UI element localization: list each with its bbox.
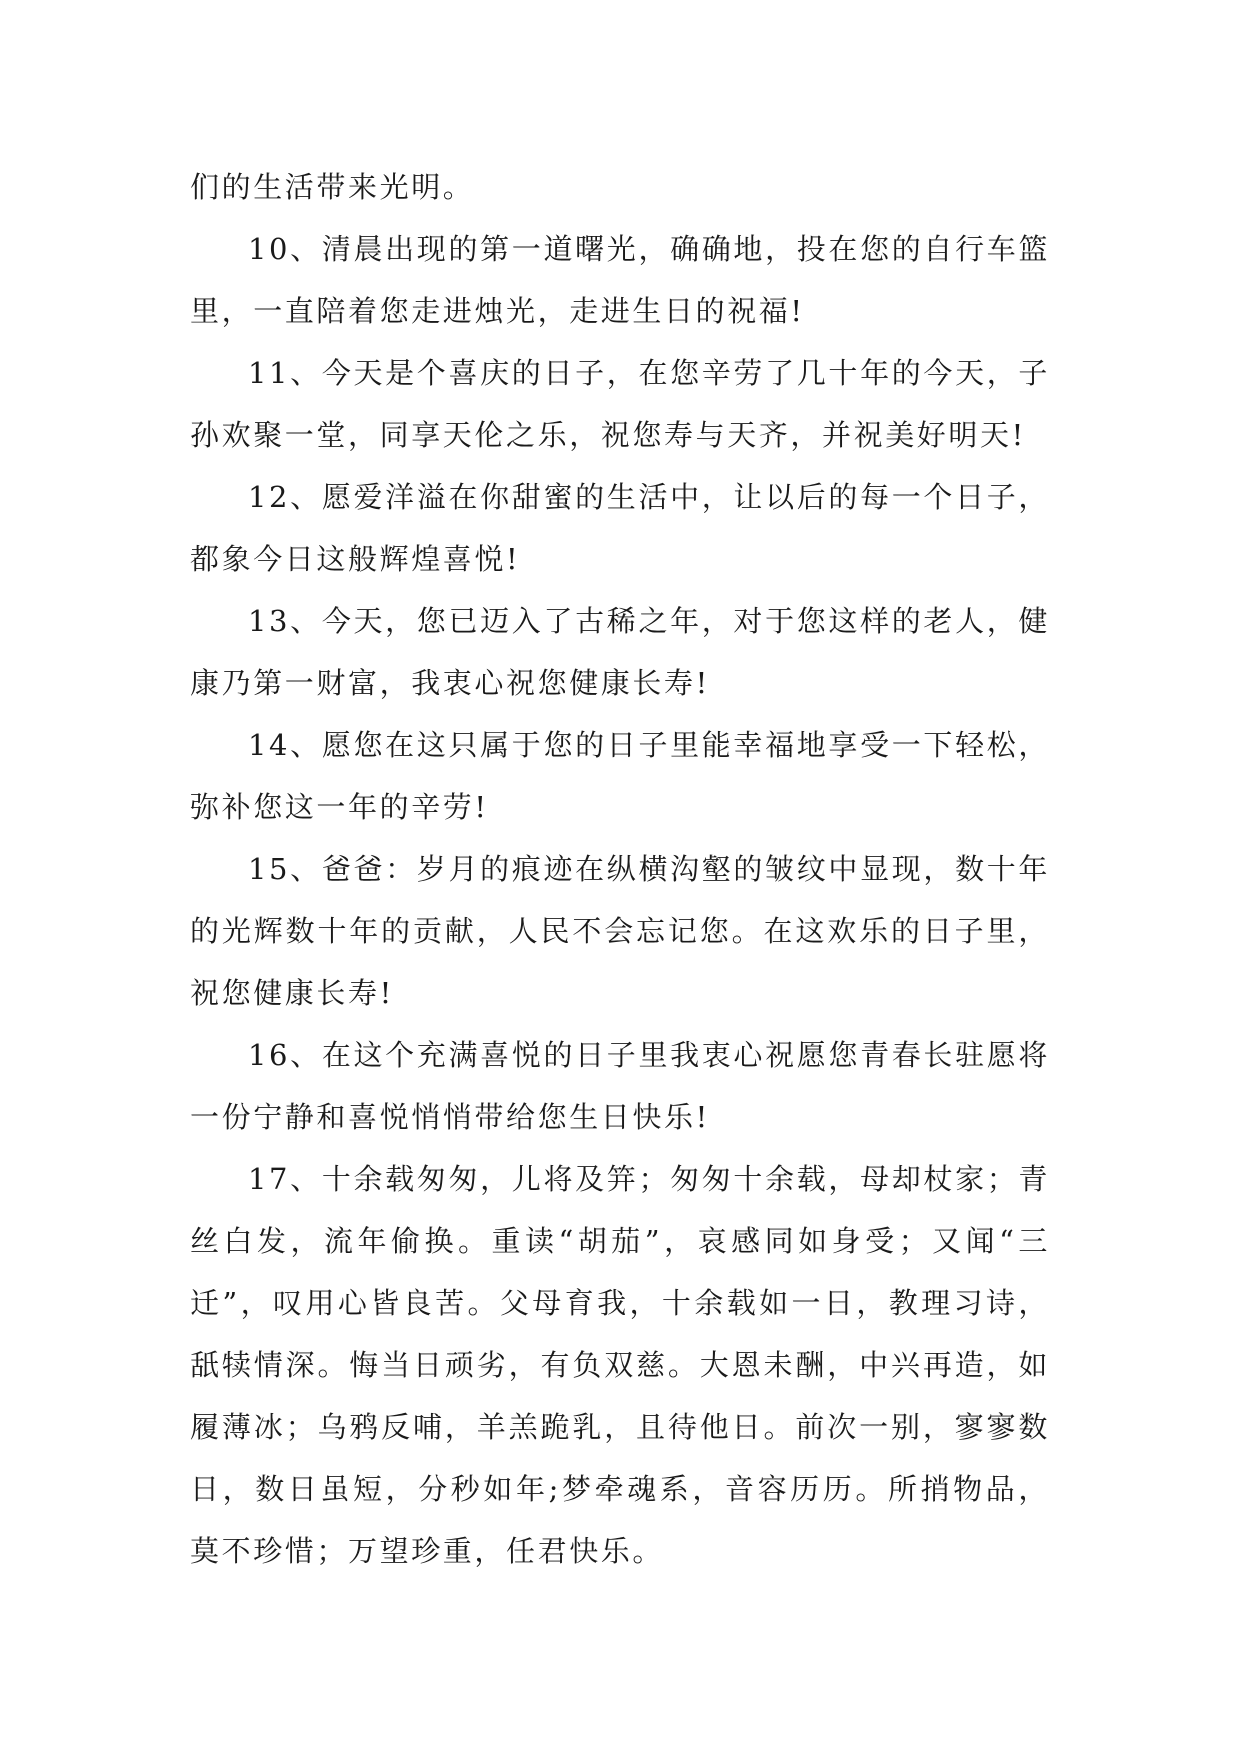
paragraph-13: 13、今天，您已迈入了古稀之年，对于您这样的老人，健康乃第一财富，我衷心祝您健康长寿! xyxy=(190,604,1050,700)
paragraph-16: 16、在这个充满喜悦的日子里我衷心祝愿您青春长驻愿将一份宁静和喜悦悄悄带给您生日快乐! xyxy=(190,1038,1050,1134)
paragraph-17: 17、十余载匆匆，儿将及笄；匆匆十余载，母却杖家；青丝白发，流年偷换。重读“胡茄”，哀感同如身受；又闻“三迁”，叹用心皆良苦。父母育我，十余载如一日，教理习诗，舐犊情深。悔当日顽劣，有负双慈。大恩未酬，中兴再造，如履薄冰；乌鸦反哺，羊羔跪乳，且待他日。前次一别，寥寥数日，数日虽短，分秒如年;梦牵魂系，音容历历。所捎物品，莫不珍惜；万望珍重，任君快乐。 xyxy=(190,1162,1050,1568)
paragraph-11: 11、今天是个喜庆的日子，在您辛劳了几十年的今天，子孙欢聚一堂，同享天伦之乐，祝您寿与天齐，并祝美好明天! xyxy=(190,356,1050,452)
paragraph-14: 14、愿您在这只属于您的日子里能幸福地享受一下轻松，弥补您这一年的辛劳! xyxy=(190,728,1050,824)
paragraph-10: 10、清晨出现的第一道曙光，确确地，投在您的自行车篮里，一直陪着您走进烛光，走进生日的祝福! xyxy=(190,232,1050,328)
paragraph-15: 15、爸爸：岁月的痕迹在纵横沟壑的皱纹中显现，数十年的光辉数十年的贡献，人民不会忘记您。在这欢乐的日子里，祝您健康长寿! xyxy=(190,852,1050,1010)
paragraph-continuation: 们的生活带来光明。 xyxy=(190,170,475,204)
paragraph-12: 12、愿爱洋溢在你甜蜜的生活中，让以后的每一个日子，都象今日这般辉煌喜悦! xyxy=(190,480,1050,576)
document-body xyxy=(190,156,1050,1582)
